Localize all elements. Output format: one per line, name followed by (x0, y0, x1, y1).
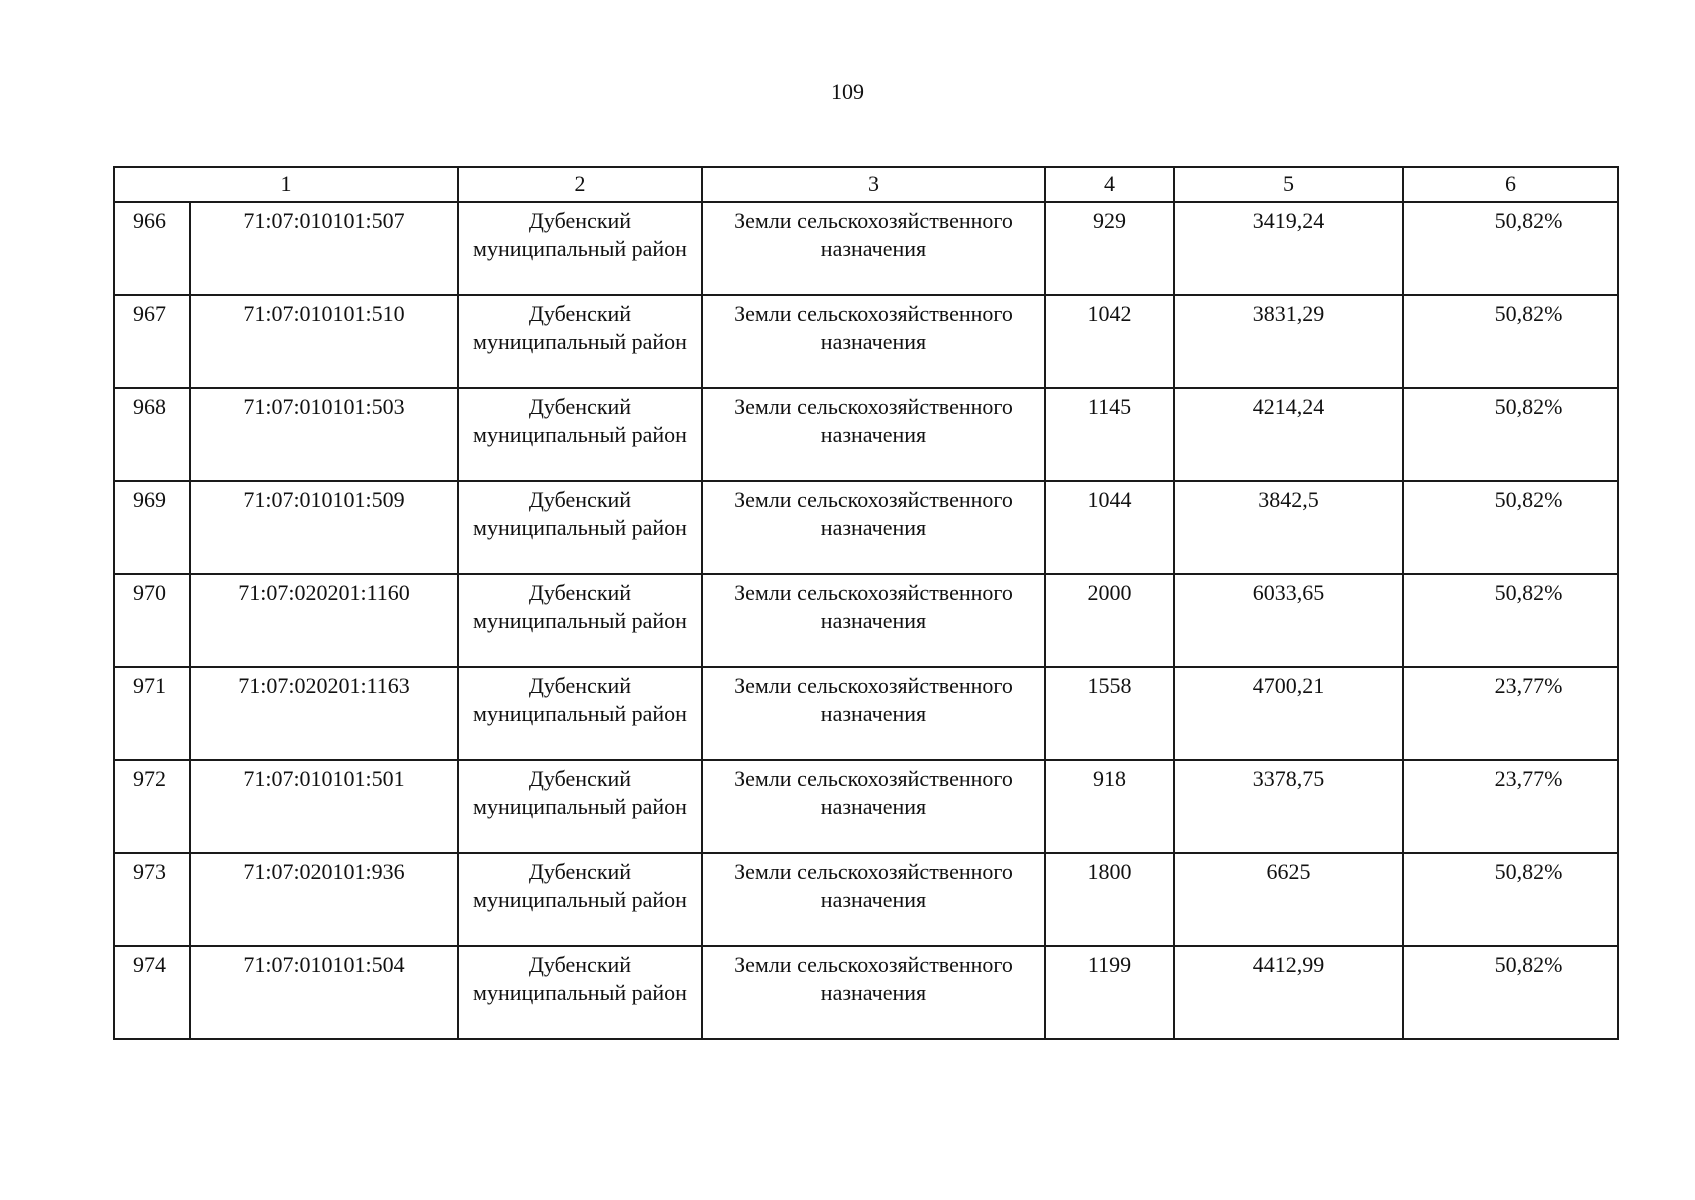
row-number-cell: 967 (114, 295, 190, 388)
table-row (114, 946, 1618, 1039)
area-cell: 1558 (1045, 667, 1174, 760)
land-category-cell: Земли сельскохозяйственного назначения (702, 760, 1045, 853)
area-cell: 1800 (1045, 853, 1174, 946)
cadastral-number-cell: 71:07:010101:510 (190, 295, 458, 388)
rate-cell: 23,77% (1403, 667, 1618, 760)
header-row (114, 167, 1618, 202)
district-cell: Дубенский муниципальный район (458, 388, 702, 481)
land-category-cell: Земли сельскохозяйственного назначения (702, 388, 1045, 481)
row-number-cell: 973 (114, 853, 190, 946)
rate-cell: 50,82% (1403, 388, 1618, 481)
rate-cell: 23,77% (1403, 760, 1618, 853)
land-register-table (113, 166, 1619, 1040)
district-cell: Дубенский муниципальный район (458, 481, 702, 574)
value-cell: 3419,24 (1174, 202, 1403, 295)
cadastral-number-cell: 71:07:010101:507 (190, 202, 458, 295)
value-cell: 3842,5 (1174, 481, 1403, 574)
header-cell: 5 (1174, 167, 1403, 202)
area-cell: 1044 (1045, 481, 1174, 574)
table-row (114, 760, 1618, 853)
area-cell: 1042 (1045, 295, 1174, 388)
value-cell: 4700,21 (1174, 667, 1403, 760)
rate-cell: 50,82% (1403, 946, 1618, 1039)
district-cell: Дубенский муниципальный район (458, 202, 702, 295)
value-cell: 6625 (1174, 853, 1403, 946)
table-row (114, 574, 1618, 667)
header-cell: 3 (702, 167, 1045, 202)
table-row (114, 667, 1618, 760)
cadastral-number-cell: 71:07:010101:509 (190, 481, 458, 574)
area-cell: 2000 (1045, 574, 1174, 667)
district-cell: Дубенский муниципальный район (458, 760, 702, 853)
land-category-cell: Земли сельскохозяйственного назначения (702, 574, 1045, 667)
land-category-cell: Земли сельскохозяйственного назначения (702, 202, 1045, 295)
district-cell: Дубенский муниципальный район (458, 295, 702, 388)
rate-cell: 50,82% (1403, 853, 1618, 946)
rate-cell: 50,82% (1403, 574, 1618, 667)
district-cell: Дубенский муниципальный район (458, 946, 702, 1039)
table-row (114, 202, 1618, 295)
header-cell: 6 (1403, 167, 1618, 202)
rate-cell: 50,82% (1403, 295, 1618, 388)
district-cell: Дубенский муниципальный район (458, 853, 702, 946)
area-cell: 1145 (1045, 388, 1174, 481)
rate-cell: 50,82% (1403, 481, 1618, 574)
area-cell: 1199 (1045, 946, 1174, 1039)
value-cell: 3831,29 (1174, 295, 1403, 388)
cadastral-number-cell: 71:07:020101:936 (190, 853, 458, 946)
header-cell: 2 (458, 167, 702, 202)
land-category-cell: Земли сельскохозяйственного назначения (702, 295, 1045, 388)
value-cell: 6033,65 (1174, 574, 1403, 667)
value-cell: 3378,75 (1174, 760, 1403, 853)
row-number-cell: 968 (114, 388, 190, 481)
area-cell: 918 (1045, 760, 1174, 853)
district-cell: Дубенский муниципальный район (458, 667, 702, 760)
area-cell: 929 (1045, 202, 1174, 295)
district-cell: Дубенский муниципальный район (458, 574, 702, 667)
page-number: 109 (831, 79, 864, 104)
land-category-cell: Земли сельскохозяйственного назначения (702, 853, 1045, 946)
rate-cell: 50,82% (1403, 202, 1618, 295)
cadastral-number-cell: 71:07:020201:1160 (190, 574, 458, 667)
table-row (114, 388, 1618, 481)
header-cell: 4 (1045, 167, 1174, 202)
row-number-cell: 970 (114, 574, 190, 667)
table-body (114, 167, 1618, 1039)
row-number-cell: 966 (114, 202, 190, 295)
cadastral-number-cell: 71:07:010101:501 (190, 760, 458, 853)
table-row (114, 853, 1618, 946)
row-number-cell: 974 (114, 946, 190, 1039)
row-number-cell: 971 (114, 667, 190, 760)
table-row (114, 295, 1618, 388)
cadastral-number-cell: 71:07:020201:1163 (190, 667, 458, 760)
value-cell: 4412,99 (1174, 946, 1403, 1039)
row-number-cell: 969 (114, 481, 190, 574)
cadastral-number-cell: 71:07:010101:504 (190, 946, 458, 1039)
table-row (114, 481, 1618, 574)
cadastral-number-cell: 71:07:010101:503 (190, 388, 458, 481)
land-category-cell: Земли сельскохозяйственного назначения (702, 481, 1045, 574)
header-cell: 1 (114, 167, 458, 202)
row-number-cell: 972 (114, 760, 190, 853)
land-category-cell: Земли сельскохозяйственного назначения (702, 946, 1045, 1039)
land-category-cell: Земли сельскохозяйственного назначения (702, 667, 1045, 760)
value-cell: 4214,24 (1174, 388, 1403, 481)
